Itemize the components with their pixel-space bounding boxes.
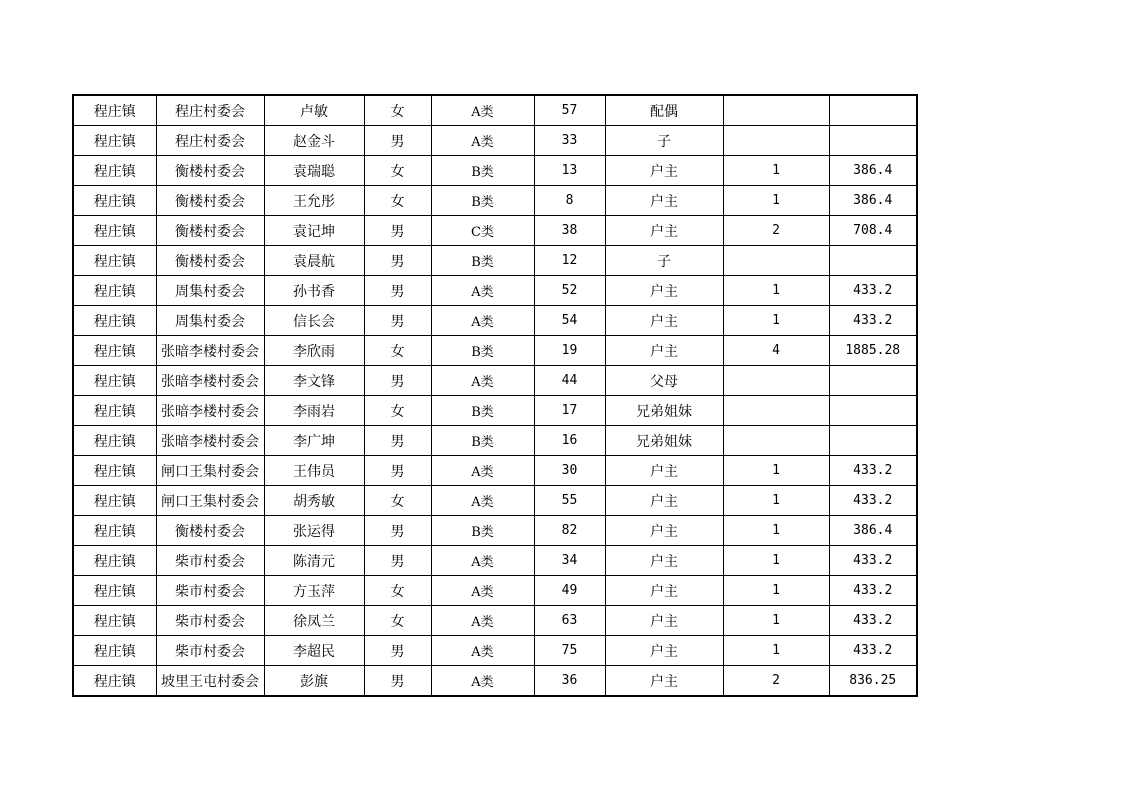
data-table <box>72 94 918 697</box>
cell-relation: 户主 <box>605 576 723 606</box>
cell-amount: 433.2 <box>829 576 917 606</box>
cell-count: 1 <box>723 276 829 306</box>
cell-amount: 836.25 <box>829 666 917 697</box>
cell-category: A类 <box>431 666 534 697</box>
cell-gender: 女 <box>364 396 431 426</box>
cell-amount: 433.2 <box>829 606 917 636</box>
cell-amount: 433.2 <box>829 456 917 486</box>
cell-amount <box>829 126 917 156</box>
cell-town: 程庄镇 <box>73 306 156 336</box>
cell-town: 程庄镇 <box>73 636 156 666</box>
cell-age: 57 <box>534 95 605 126</box>
cell-town: 程庄镇 <box>73 95 156 126</box>
cell-gender: 女 <box>364 576 431 606</box>
cell-category: B类 <box>431 156 534 186</box>
cell-category: A类 <box>431 486 534 516</box>
cell-village: 闸口王集村委会 <box>156 486 264 516</box>
cell-village: 程庄村委会 <box>156 126 264 156</box>
cell-town: 程庄镇 <box>73 516 156 546</box>
table-row <box>73 366 917 396</box>
table-row <box>73 246 917 276</box>
cell-amount <box>829 246 917 276</box>
cell-age: 44 <box>534 366 605 396</box>
cell-gender: 男 <box>364 426 431 456</box>
cell-category: C类 <box>431 216 534 246</box>
cell-gender: 女 <box>364 186 431 216</box>
cell-category: A类 <box>431 95 534 126</box>
table-body <box>73 95 917 696</box>
cell-village: 柴市村委会 <box>156 606 264 636</box>
cell-amount <box>829 366 917 396</box>
cell-count: 1 <box>723 486 829 516</box>
cell-count <box>723 95 829 126</box>
cell-gender: 女 <box>364 486 431 516</box>
cell-town: 程庄镇 <box>73 186 156 216</box>
cell-age: 13 <box>534 156 605 186</box>
cell-age: 75 <box>534 636 605 666</box>
cell-amount: 433.2 <box>829 306 917 336</box>
cell-count: 1 <box>723 546 829 576</box>
cell-name: 王允彤 <box>264 186 364 216</box>
cell-relation: 配偶 <box>605 95 723 126</box>
cell-relation: 户主 <box>605 666 723 697</box>
cell-relation: 户主 <box>605 336 723 366</box>
cell-relation: 户主 <box>605 306 723 336</box>
cell-town: 程庄镇 <box>73 336 156 366</box>
cell-name: 胡秀敏 <box>264 486 364 516</box>
cell-gender: 男 <box>364 126 431 156</box>
cell-category: B类 <box>431 336 534 366</box>
cell-name: 信长会 <box>264 306 364 336</box>
table-row <box>73 306 917 336</box>
cell-gender: 女 <box>364 336 431 366</box>
table-row <box>73 216 917 246</box>
cell-gender: 男 <box>364 246 431 276</box>
cell-gender: 男 <box>364 516 431 546</box>
cell-village: 衡楼村委会 <box>156 216 264 246</box>
table-row <box>73 576 917 606</box>
spreadsheet-page <box>72 94 918 697</box>
cell-amount: 708.4 <box>829 216 917 246</box>
cell-town: 程庄镇 <box>73 396 156 426</box>
cell-village: 张暗李楼村委会 <box>156 366 264 396</box>
cell-age: 38 <box>534 216 605 246</box>
cell-category: B类 <box>431 186 534 216</box>
cell-town: 程庄镇 <box>73 156 156 186</box>
cell-category: B类 <box>431 426 534 456</box>
table-row <box>73 606 917 636</box>
cell-gender: 男 <box>364 366 431 396</box>
cell-town: 程庄镇 <box>73 216 156 246</box>
cell-gender: 男 <box>364 456 431 486</box>
cell-category: A类 <box>431 636 534 666</box>
cell-amount: 433.2 <box>829 636 917 666</box>
cell-category: A类 <box>431 366 534 396</box>
cell-age: 55 <box>534 486 605 516</box>
cell-amount: 386.4 <box>829 156 917 186</box>
cell-town: 程庄镇 <box>73 606 156 636</box>
cell-gender: 男 <box>364 546 431 576</box>
cell-name: 李广坤 <box>264 426 364 456</box>
cell-relation: 户主 <box>605 516 723 546</box>
cell-town: 程庄镇 <box>73 426 156 456</box>
cell-age: 49 <box>534 576 605 606</box>
cell-village: 闸口王集村委会 <box>156 456 264 486</box>
cell-count: 2 <box>723 666 829 697</box>
cell-count: 1 <box>723 516 829 546</box>
cell-relation: 子 <box>605 246 723 276</box>
cell-amount: 433.2 <box>829 486 917 516</box>
cell-relation: 户主 <box>605 546 723 576</box>
cell-name: 袁瑞聪 <box>264 156 364 186</box>
cell-name: 李雨岩 <box>264 396 364 426</box>
cell-count: 1 <box>723 606 829 636</box>
cell-gender: 男 <box>364 636 431 666</box>
cell-count: 1 <box>723 186 829 216</box>
table-row <box>73 426 917 456</box>
cell-count <box>723 246 829 276</box>
cell-town: 程庄镇 <box>73 276 156 306</box>
cell-category: A类 <box>431 126 534 156</box>
cell-relation: 户主 <box>605 156 723 186</box>
cell-gender: 女 <box>364 156 431 186</box>
cell-town: 程庄镇 <box>73 456 156 486</box>
cell-count: 1 <box>723 456 829 486</box>
cell-category: A类 <box>431 576 534 606</box>
cell-amount <box>829 95 917 126</box>
cell-name: 方玉萍 <box>264 576 364 606</box>
cell-village: 柴市村委会 <box>156 576 264 606</box>
cell-name: 王伟员 <box>264 456 364 486</box>
cell-count: 1 <box>723 636 829 666</box>
cell-gender: 男 <box>364 216 431 246</box>
cell-name: 袁记坤 <box>264 216 364 246</box>
cell-village: 衡楼村委会 <box>156 246 264 276</box>
cell-town: 程庄镇 <box>73 486 156 516</box>
cell-name: 张运得 <box>264 516 364 546</box>
cell-name: 赵金斗 <box>264 126 364 156</box>
cell-age: 63 <box>534 606 605 636</box>
table-row <box>73 486 917 516</box>
cell-village: 张暗李楼村委会 <box>156 396 264 426</box>
cell-gender: 女 <box>364 606 431 636</box>
cell-amount: 1885.28 <box>829 336 917 366</box>
cell-age: 54 <box>534 306 605 336</box>
cell-age: 12 <box>534 246 605 276</box>
cell-category: B类 <box>431 516 534 546</box>
table-row <box>73 666 917 697</box>
table-row <box>73 126 917 156</box>
cell-relation: 户主 <box>605 486 723 516</box>
table-row <box>73 276 917 306</box>
cell-category: A类 <box>431 606 534 636</box>
cell-village: 周集村委会 <box>156 306 264 336</box>
cell-village: 衡楼村委会 <box>156 516 264 546</box>
cell-count <box>723 126 829 156</box>
cell-village: 坡里王屯村委会 <box>156 666 264 697</box>
cell-count: 1 <box>723 156 829 186</box>
cell-name: 孙书香 <box>264 276 364 306</box>
cell-town: 程庄镇 <box>73 126 156 156</box>
cell-town: 程庄镇 <box>73 366 156 396</box>
table-row <box>73 456 917 486</box>
table-row <box>73 396 917 426</box>
cell-age: 8 <box>534 186 605 216</box>
cell-village: 衡楼村委会 <box>156 156 264 186</box>
cell-relation: 户主 <box>605 636 723 666</box>
cell-category: B类 <box>431 246 534 276</box>
cell-category: B类 <box>431 396 534 426</box>
cell-village: 柴市村委会 <box>156 636 264 666</box>
cell-age: 30 <box>534 456 605 486</box>
cell-relation: 户主 <box>605 276 723 306</box>
cell-village: 周集村委会 <box>156 276 264 306</box>
cell-age: 17 <box>534 396 605 426</box>
cell-name: 彭旗 <box>264 666 364 697</box>
cell-count <box>723 366 829 396</box>
cell-relation: 户主 <box>605 606 723 636</box>
cell-amount: 433.2 <box>829 546 917 576</box>
cell-town: 程庄镇 <box>73 546 156 576</box>
cell-amount <box>829 426 917 456</box>
cell-village: 张暗李楼村委会 <box>156 336 264 366</box>
cell-age: 19 <box>534 336 605 366</box>
cell-count: 1 <box>723 306 829 336</box>
cell-name: 徐凤兰 <box>264 606 364 636</box>
cell-count: 4 <box>723 336 829 366</box>
cell-name: 李文锋 <box>264 366 364 396</box>
cell-amount <box>829 396 917 426</box>
cell-relation: 兄弟姐妹 <box>605 396 723 426</box>
cell-age: 82 <box>534 516 605 546</box>
cell-gender: 男 <box>364 276 431 306</box>
cell-category: A类 <box>431 306 534 336</box>
table-row <box>73 95 917 126</box>
cell-name: 陈清元 <box>264 546 364 576</box>
table-row <box>73 546 917 576</box>
cell-count <box>723 396 829 426</box>
cell-age: 52 <box>534 276 605 306</box>
cell-relation: 父母 <box>605 366 723 396</box>
table-row <box>73 336 917 366</box>
cell-town: 程庄镇 <box>73 246 156 276</box>
table-row <box>73 186 917 216</box>
table-row <box>73 516 917 546</box>
cell-village: 柴市村委会 <box>156 546 264 576</box>
cell-name: 袁晨航 <box>264 246 364 276</box>
cell-age: 33 <box>534 126 605 156</box>
cell-relation: 户主 <box>605 186 723 216</box>
cell-age: 16 <box>534 426 605 456</box>
cell-amount: 386.4 <box>829 186 917 216</box>
cell-gender: 男 <box>364 306 431 336</box>
cell-relation: 兄弟姐妹 <box>605 426 723 456</box>
cell-gender: 女 <box>364 95 431 126</box>
cell-village: 张暗李楼村委会 <box>156 426 264 456</box>
cell-count <box>723 426 829 456</box>
cell-village: 衡楼村委会 <box>156 186 264 216</box>
cell-town: 程庄镇 <box>73 576 156 606</box>
cell-relation: 户主 <box>605 216 723 246</box>
cell-gender: 男 <box>364 666 431 697</box>
cell-relation: 户主 <box>605 456 723 486</box>
cell-category: A类 <box>431 456 534 486</box>
cell-count: 1 <box>723 576 829 606</box>
cell-relation: 子 <box>605 126 723 156</box>
table-row <box>73 156 917 186</box>
cell-village: 程庄村委会 <box>156 95 264 126</box>
cell-name: 卢敏 <box>264 95 364 126</box>
cell-age: 36 <box>534 666 605 697</box>
cell-count: 2 <box>723 216 829 246</box>
table-row <box>73 636 917 666</box>
cell-age: 34 <box>534 546 605 576</box>
cell-name: 李欣雨 <box>264 336 364 366</box>
cell-category: A类 <box>431 546 534 576</box>
cell-category: A类 <box>431 276 534 306</box>
cell-amount: 433.2 <box>829 276 917 306</box>
cell-name: 李超民 <box>264 636 364 666</box>
cell-town: 程庄镇 <box>73 666 156 697</box>
cell-amount: 386.4 <box>829 516 917 546</box>
